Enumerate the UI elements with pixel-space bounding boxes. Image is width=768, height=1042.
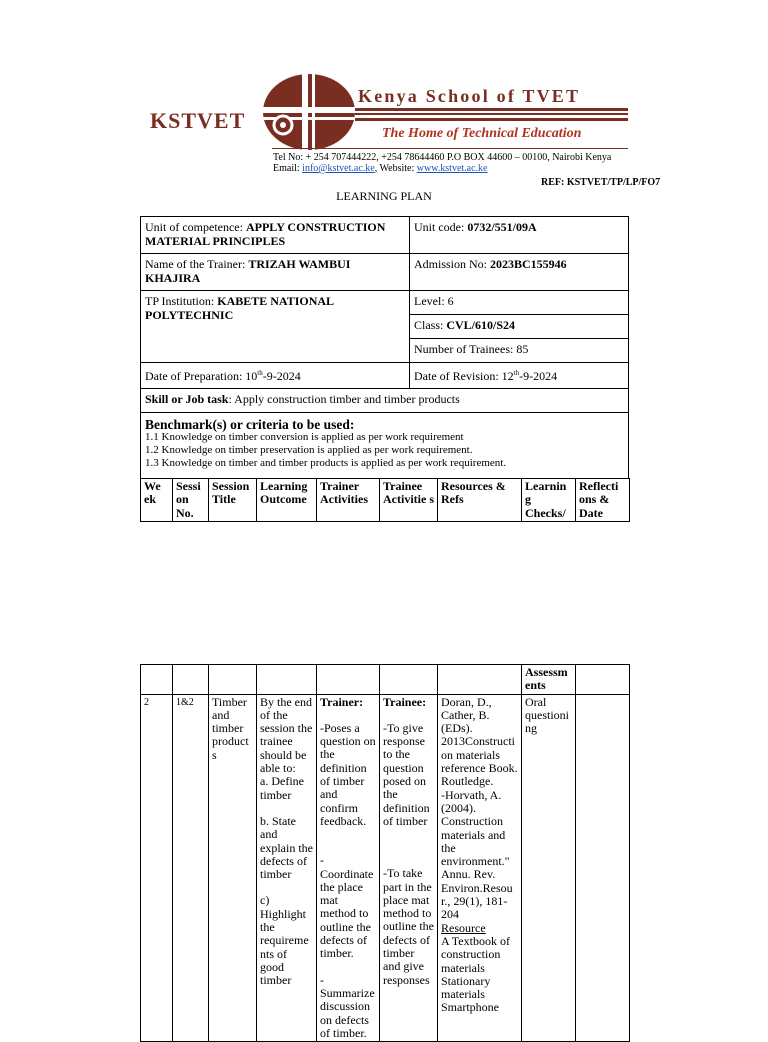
resource-heading: Resource (441, 920, 486, 935)
rev-rest: -9-2024 (519, 369, 558, 383)
trainer-label: Name of the Trainer: (145, 257, 249, 271)
cont-cell (576, 665, 630, 695)
cont-cell (317, 665, 380, 695)
header-rule-mid (355, 113, 628, 115)
task-cell (141, 388, 629, 412)
brand-short: KSTVET (150, 108, 246, 133)
row-trainer-activities (317, 694, 380, 1042)
row-outcome (257, 694, 317, 1042)
tagline: The Home of Technical Education (382, 126, 582, 141)
website-link[interactable]: www.kstvet.ac.ke (416, 163, 488, 174)
cont-assessments: Assessm ents (522, 665, 576, 695)
header-rule-top (355, 108, 628, 111)
cont-cell (209, 665, 257, 695)
admission-label: Admission No: (414, 257, 491, 271)
header-week: We ek (141, 479, 173, 522)
unit-code-cell (410, 217, 629, 254)
contact-line: Tel No: + 254 707444222, +254 78644460 P.O BOX 44600 – 00100, Nairobi Kenya (273, 152, 612, 163)
spacer (320, 709, 376, 722)
row-title: Timber and timber product s (209, 694, 257, 1042)
spacer (320, 841, 376, 854)
header-reflections: Reflecti ons & Date (576, 479, 630, 522)
spacer (383, 709, 434, 722)
benchmark-item: 1.3 Knowledge on timber and timber products is applied as per work requirement. (145, 457, 507, 469)
admission-cell (410, 254, 629, 291)
level-cell: Level: 6 (410, 291, 629, 315)
trainee-activity: -To take part in the place mat method to outline the defects of timber and give responses (383, 866, 434, 987)
prep-rest: -9-2024 (262, 369, 301, 383)
class-value: CVL/610/S24 (446, 318, 516, 332)
trainer-activity: -Poses a question on the definition of timber and confirm feedback. (320, 720, 376, 828)
row-resources (438, 694, 522, 1042)
row-checks: Oral questioni ng (522, 694, 576, 1042)
outcome-a: a. Define timber (260, 774, 304, 802)
trainee-heading: Trainee: (383, 694, 427, 709)
spacer (320, 961, 376, 974)
table-row (141, 694, 630, 1042)
cont-cell (257, 665, 317, 695)
rev-label: Date of Revision: 12 (414, 369, 514, 383)
row-reflection (576, 694, 630, 1042)
benchmark-item: 1.1 Knowledge on timber conversion is applied as per work requirement (145, 431, 464, 443)
task-value: : Apply construction timber and timber products (228, 391, 460, 406)
schedule-header-table (140, 478, 630, 522)
tp-value: KABETE NATIONAL POLYTECHNIC (145, 294, 334, 322)
tp-cell (141, 291, 410, 363)
trainer-heading: Trainer: (320, 694, 364, 709)
cont-cell (438, 665, 522, 695)
trainer-activity: - Summarize discussion on defects of timber. (320, 972, 375, 1040)
prep-date-cell (141, 363, 410, 389)
kstvet-logo-icon (262, 73, 358, 151)
cont-cell (141, 665, 173, 695)
outcome-intro: By the end of the session the trainee should be able to: (260, 694, 313, 776)
rev-sup: th (513, 369, 520, 377)
outcome-b: b. State and explain the defects of timber (260, 813, 313, 882)
class-cell (410, 315, 629, 339)
outcome-c: c) Highlight the requireme nts of good timber (260, 893, 309, 988)
row-trainee-activities (380, 694, 438, 1042)
spacer (383, 841, 434, 854)
spacer (383, 828, 434, 841)
unit-value: APPLY CONSTRUCTION MATERIAL PRINCIPLES (145, 220, 386, 248)
trainer-value: TRIZAH WAMBUI KHAJIRA (145, 257, 351, 285)
trainer-activity: - Coordinate the place mat method to outline the defects of timber. (320, 853, 374, 961)
task-label: Skill or Job task (145, 391, 229, 406)
row-week: 2 (141, 694, 173, 1042)
header-session-no: Sessi on No. (173, 479, 209, 522)
ref-number: REF: KSTVET/TP/LP/FO7 (541, 177, 661, 188)
admission-value: 2023BC155946 (490, 257, 567, 271)
benchmark-heading: Benchmark(s) or criteria to be used: (145, 416, 355, 432)
header-session-title: Session Title (209, 479, 257, 522)
cont-cell (173, 665, 209, 695)
email-label: Email: (273, 163, 303, 174)
header-trainee-activities: Trainee Activitie s (380, 479, 438, 522)
rev-date-cell (410, 363, 629, 389)
header-learning-checks: Learnin g Checks/ (522, 479, 576, 522)
website-label: , Website: (374, 163, 417, 174)
contact-email-line (273, 163, 487, 174)
benchmark-item: 1.2 Knowledge on timber preservation is applied as per work requirement. (145, 444, 473, 456)
institution-name: Kenya School of TVET (358, 86, 581, 106)
tp-label: TP Institution: (145, 294, 218, 308)
trainee-activity: -To give response to the question posed on the definition of timber (383, 720, 430, 828)
resource-list: A Textbook of construction materials Stationary materials Smartphone (441, 933, 510, 1015)
email-link[interactable]: info@kstvet.ac.ke (302, 163, 375, 174)
unit-cell (141, 217, 410, 254)
header-trainer-activities: Trainer Activities (317, 479, 380, 522)
trainer-cell (141, 254, 410, 291)
page-title: LEARNING PLAN (336, 189, 432, 203)
trainees-cell: Number of Trainees: 85 (410, 339, 629, 363)
unit-label: Unit of competence: (145, 220, 246, 234)
prep-sup: th (257, 369, 263, 377)
resource-ref: -Horvath, A. (2004). Construction materials and the environment." Annu. Rev. Environ.Resou r., 29(1), 181-204 (441, 787, 513, 922)
header-resources: Resources & Refs (438, 479, 522, 522)
row-session: 1&2 (173, 694, 209, 1042)
resource-ref: Doran, D., Cather, B. (EDs). 2013Constructi on materials reference Book. Routledge. (441, 694, 518, 789)
prep-label: Date of Preparation: 10 (145, 369, 258, 383)
unit-code-value: 0732/551/09A (467, 220, 537, 234)
spacer (320, 828, 376, 841)
cont-cell (380, 665, 438, 695)
class-label: Class: (414, 318, 447, 332)
unit-code-label: Unit code: (414, 220, 468, 234)
info-table (140, 216, 629, 479)
header-learning-outcome: Learning Outcome (257, 479, 317, 522)
sessions-table (140, 664, 630, 1042)
header-rule-bottom (272, 148, 628, 149)
benchmark-cell (141, 412, 629, 478)
header-rule-low (355, 118, 628, 121)
